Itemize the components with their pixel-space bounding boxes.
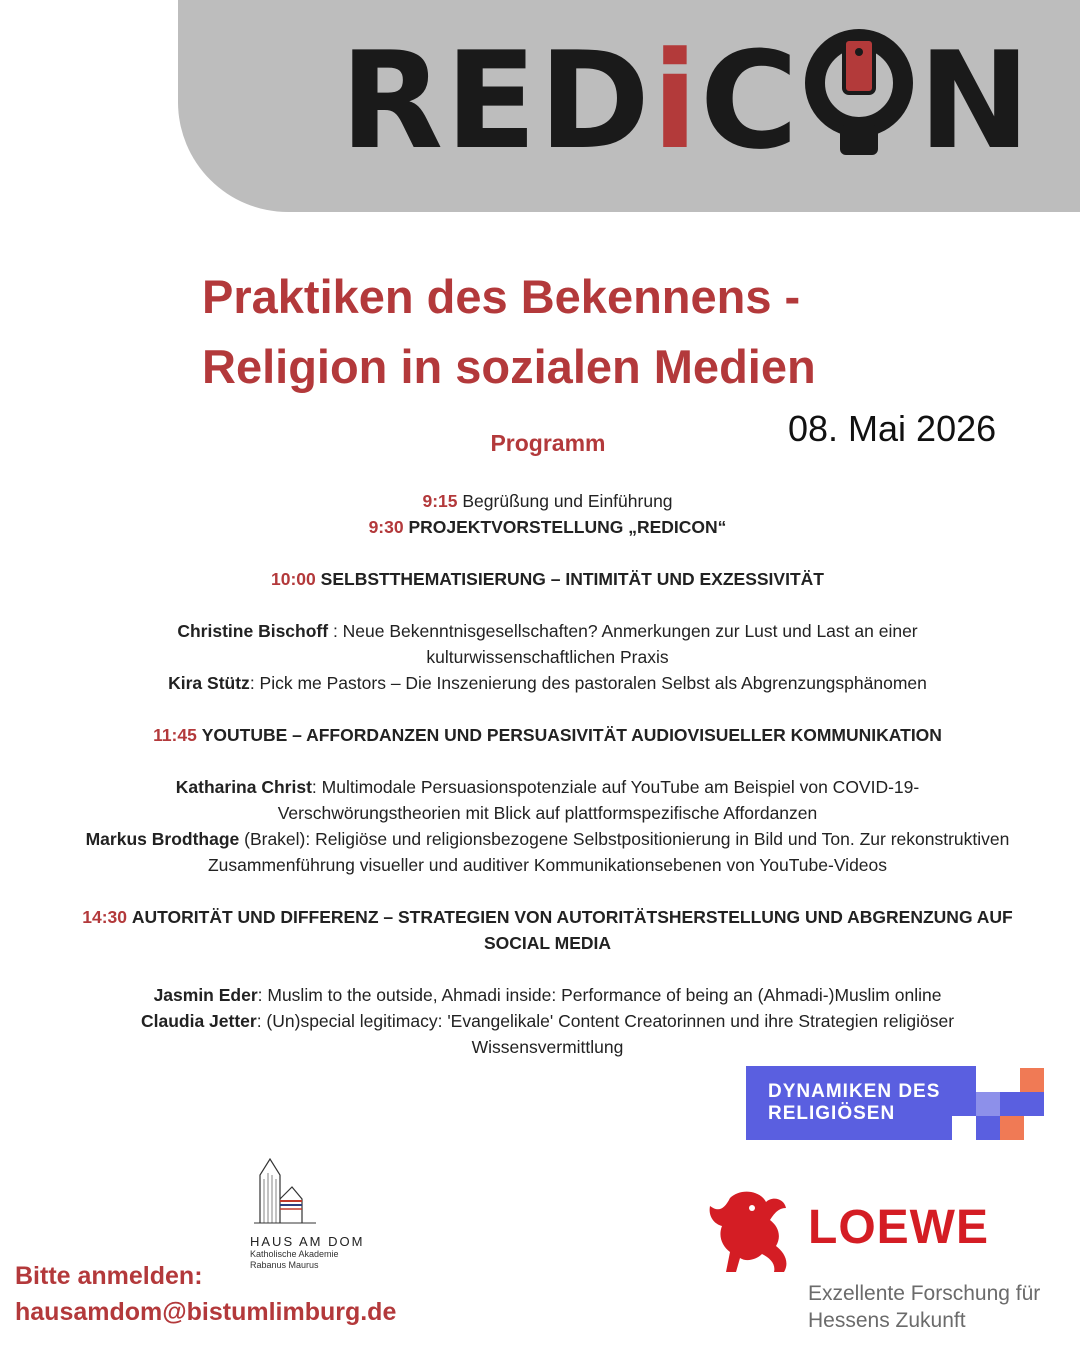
event-title [202,262,1002,402]
phone-lens-icon [800,27,918,157]
talk-item: Christine Bischoff : Neue Bekenntnisgesellschaften? Anmerkungen zur Lust und Last an einer kulturwissenschaftlichen Praxis [177,621,918,667]
session-header: 14:30 AUTORITÄT UND DIFFERENZ – STRATEGIEN VON AUTORITÄTSHERSTELLUNG UND ABGRENZUNG AUF SOCIAL MEDIA [82,907,1013,953]
talk-item: Katharina Christ: Multimodale Persuasionspotenziale auf YouTube am Beispiel von COVID-19-Verschwörungstheorien mit Blick auf plattformspezifische Affordanzen [175,777,920,823]
program-heading: Programm [490,430,606,456]
dynamiken-logo: DYNAMIKEN DES RELIGIÖSEN [746,1066,976,1140]
event-date: 08. Mai 2026 [788,408,997,449]
pixel-square-icon [952,1116,976,1140]
church-tower-icon [250,1155,320,1225]
loewe-wordmark: LOEWE [808,1201,989,1254]
haus-am-dom-logo: HAUS AM DOM Katholische Akademie Rabanus Maurus [250,1155,410,1271]
pixel-square-icon [1000,1116,1024,1140]
pixel-square-icon [976,1116,1000,1140]
lion-icon [700,1186,800,1276]
session-header: 11:45 YOUTUBE – AFFORDANZEN UND PERSUASIVITÄT AUDIOVISUELLER KOMMUNIKATION [153,725,942,745]
talk-item: Claudia Jetter: (Un)special legitimacy: 'Evangelikale' Content Creatorinnen und ihre Strategien religiöser Wissensvermittlung [140,1011,955,1057]
pixel-square-icon [1020,1092,1044,1116]
program-item: 9:30 PROJEKTVORSTELLUNG „REDICON“ [368,517,727,537]
loewe-tagline: Exzellente Forschung für Hessens Zukunft [808,1282,1041,1332]
title-line-1: Praktiken des Bekennens - [202,270,801,323]
registration-label: Bitte anmelden: [15,1262,203,1290]
pixel-square-icon [1020,1068,1044,1092]
program-list [80,488,1015,1060]
redicon-logo: REDiC N [340,23,1033,179]
talk-item: Markus Brodthage (Brakel): Religiöse und religionsbezogene Selbstpositionierung in Bild und Ton. Zur rekonstruktiven Zusammenführung visueller und auditiver Kommunikationsebenen von YouTube-Videos [85,829,1010,875]
talk-item: Jasmin Eder: Muslim to the outside, Ahmadi inside: Performance of being an (Ahmadi-)Muslim online [153,985,942,1005]
talk-item: Kira Stütz: Pick me Pastors – Die Inszenierung des pastoralen Selbst als Abgrenzungsphänomen [168,673,927,693]
registration-block [15,1258,396,1330]
registration-email[interactable]: hausamdom@bistumlimburg.de [15,1298,397,1326]
title-line-2: Religion in sozialen Medien [202,340,816,393]
pixel-square-icon [976,1092,1000,1116]
program-item: 9:15 Begrüßung und Einführung [422,491,673,511]
session-header: 10:00 SELBSTTHEMATISIERUNG – INTIMITÄT UND EXZESSIVITÄT [271,569,824,589]
